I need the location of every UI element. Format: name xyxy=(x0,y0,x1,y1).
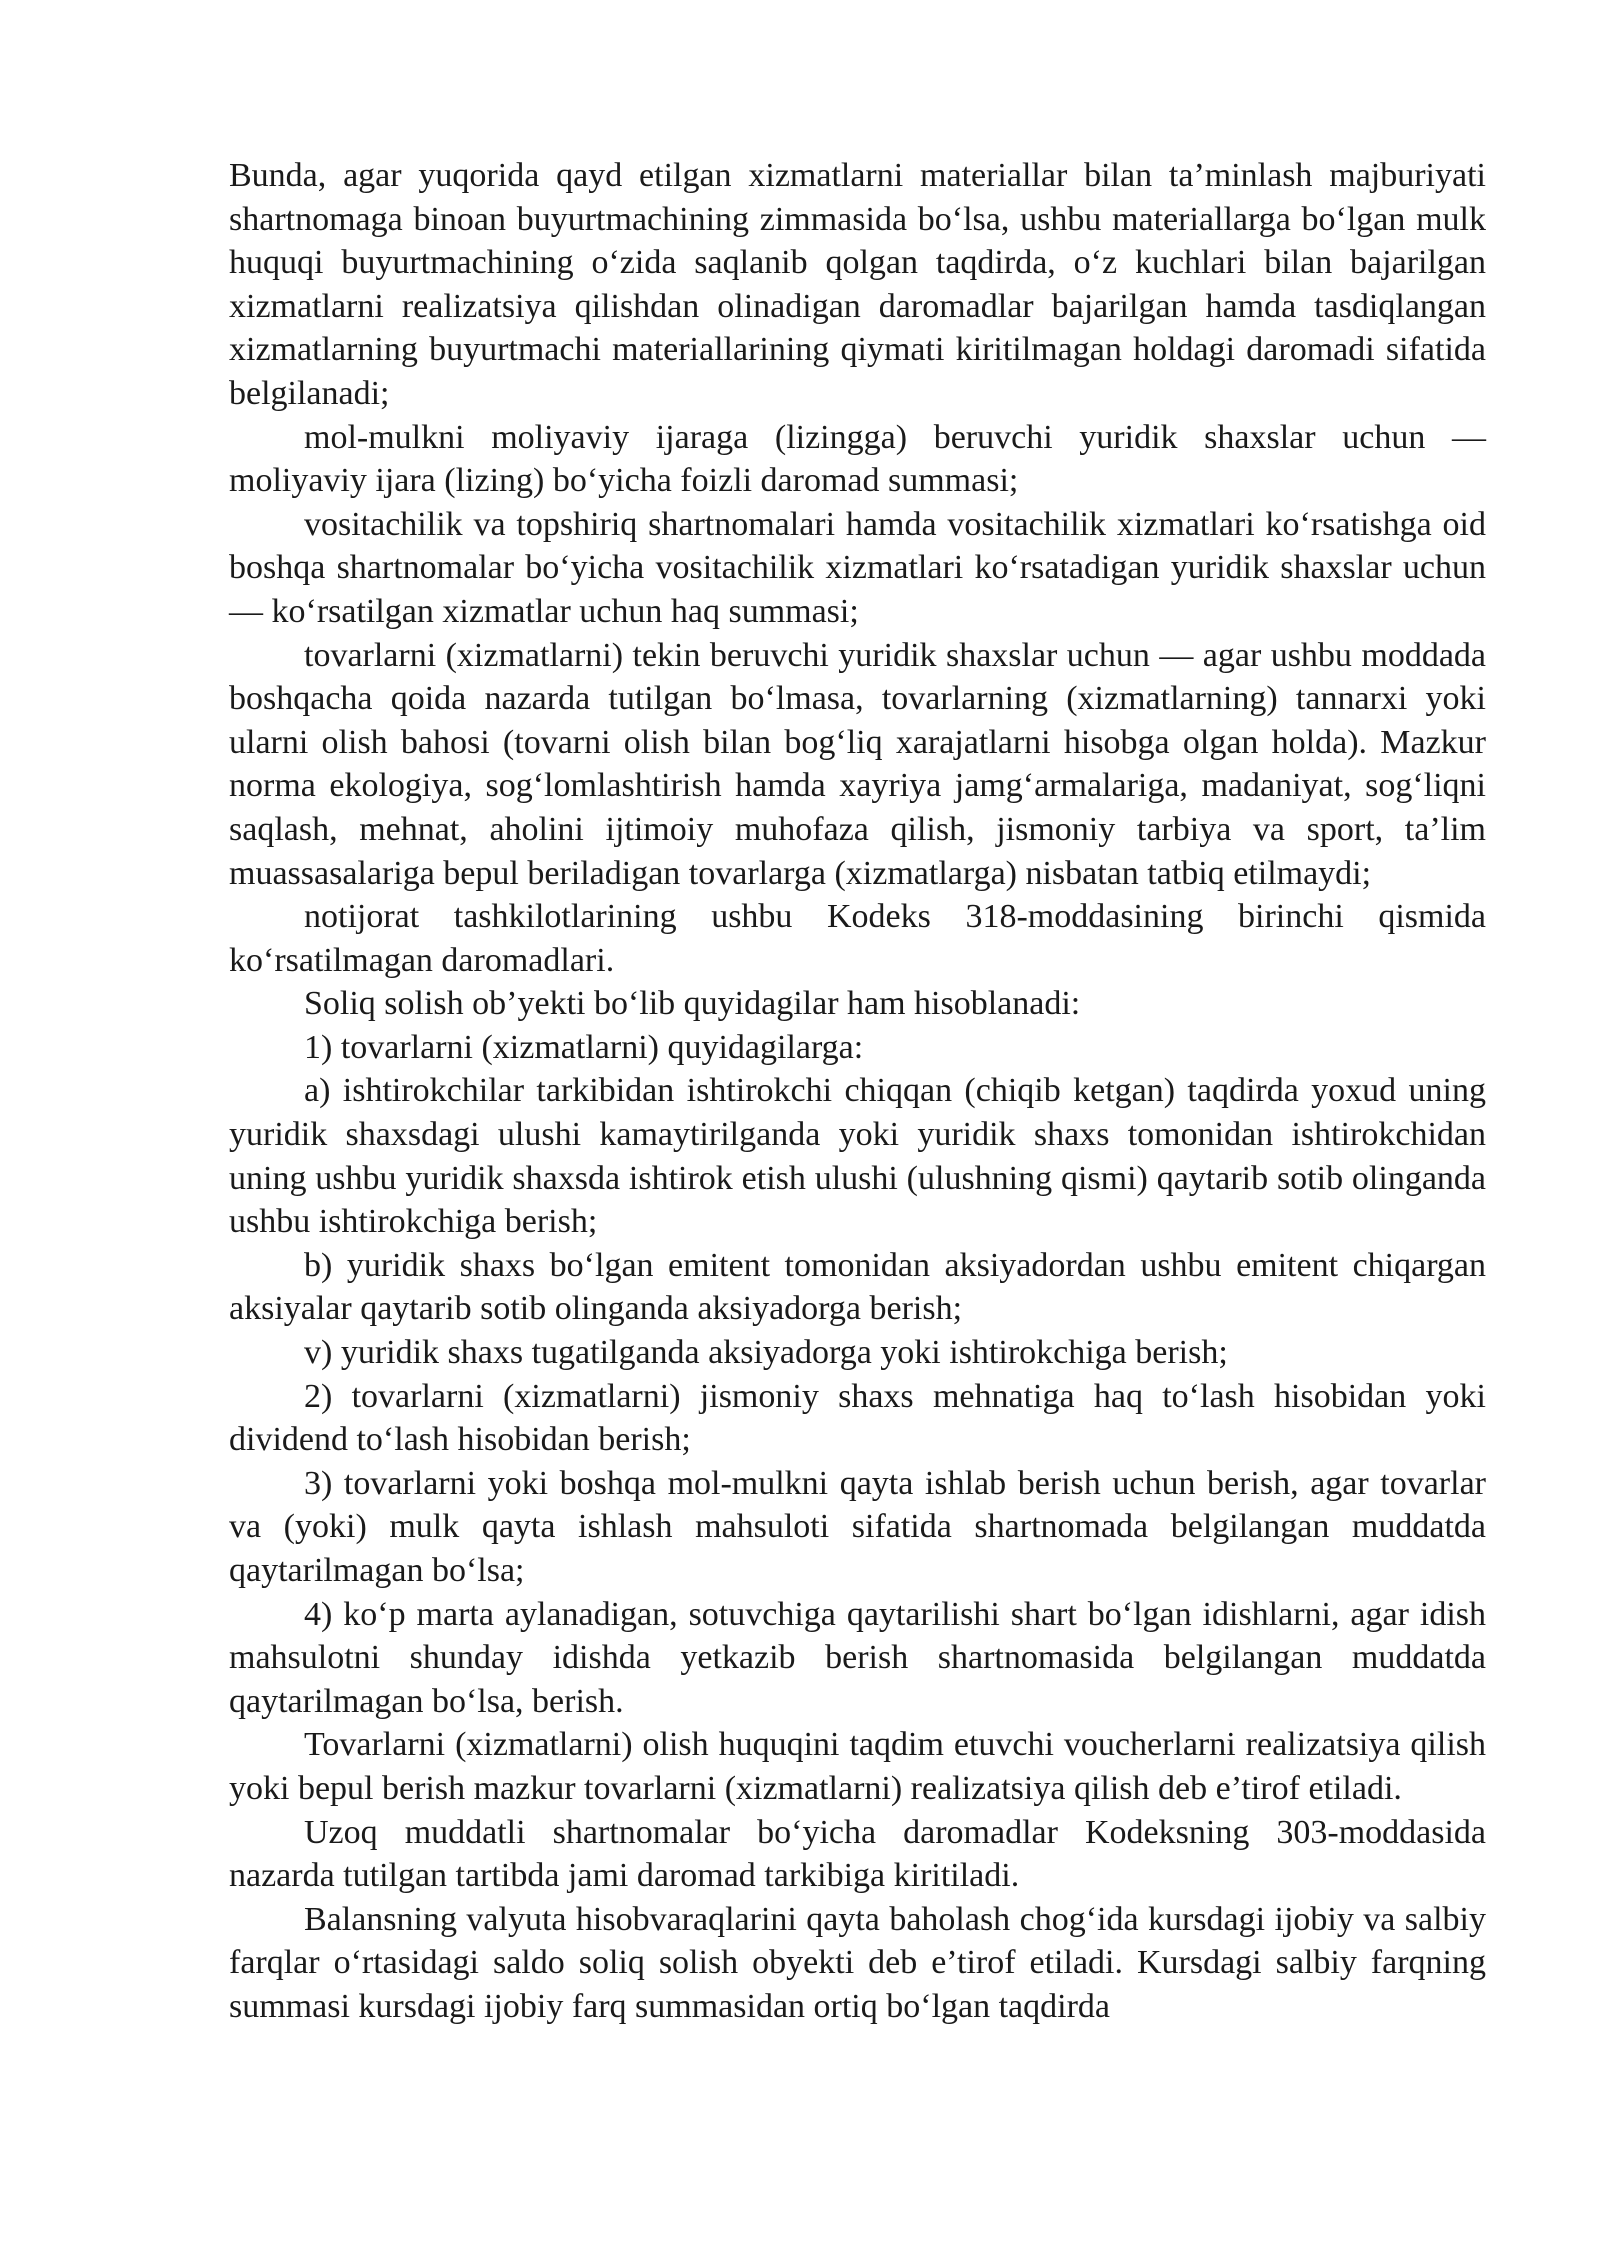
paragraph-currency-revaluation: Balansning valyuta hisobvaraqlarini qayta baholash chog‘ida kursdagi ijobiy va salbiy farqlar o‘rtasidagi saldo soliq solish obyekti deb e’tirof etiladi. Kursdagi salbiy farqning summasi kursdagi ijobiy farq summasidan ortiq bo‘lgan taqdirda xyxy=(229,1900,1486,2025)
paragraph-taxable-objects-intro: Soliq solish ob’yekti bo‘lib quyidagilar ham hisoblanadi: xyxy=(304,985,1081,1023)
paragraph-vouchers: Tovarlarni (xizmatlarni) olish huquqini taqdim etuvchi voucherlarni realizatsiya qilish yoki bepul berish mazkur tovarlarni (xizmatlarni) realizatsiya qilish deb e’tirof etiladi. xyxy=(229,1726,1486,1807)
list-item-3: 3) tovarlarni yoki boshqa mol-mulkni qayta ishlab berish uchun berish, agar tovarlar va (yoki) mulk qayta ishlash mahsuloti sifatida shartnomada belgilangan muddatda qaytarilmagan bo‘lsa; xyxy=(229,1464,1486,1589)
paragraph-non-commercial: notijorat tashkilotlarining ushbu Kodeks 318-moddasining birinchi qismida ko‘rsatilmagan daromadlari. xyxy=(229,898,1486,979)
list-item-1a: a) ishtirokchilar tarkibidan ishtirokchi chiqqan (chiqib ketgan) taqdirda yoxud uning yuridik shaxsdagi ulushi kamaytirilganda yoki yuridik shaxs tomonidan ishtirokchidan uning ushbu yuridik shaxsda ishtirok etish ulushi (ulushning qismi) qaytarib sotib olinganda ushbu ishtirokchiga berish; xyxy=(229,1072,1486,1241)
list-item-1: 1) tovarlarni (xizmatlarni) quyidagilarga: xyxy=(304,1028,864,1066)
list-item-2: 2) tovarlarni (xizmatlarni) jismoniy shaxs mehnatiga haq to‘lash hisobidan yoki dividend to‘lash hisobidan berish; xyxy=(229,1377,1486,1459)
list-item-1v: v) yuridik shaxs tugatilganda aksiyadorga yoki ishtirokchiga berish; xyxy=(304,1334,1228,1372)
list-item-1b: b) yuridik shaxs bo‘lgan emitent tomonidan aksiyadordan ushbu emitent chiqargan aksiyalar qaytarib sotib olinganda aksiyadorga berish; xyxy=(229,1246,1486,1328)
paragraph-leasing: mol-mulkni moliyaviy ijaraga (lizingga) beruvchi yuridik shaxslar uchun — moliyaviy ijara (lizing) bo‘yicha foizli daromad summasi; xyxy=(229,418,1486,500)
paragraph-free-transfer: tovarlarni (xizmatlarni) tekin beruvchi yuridik shaxslar uchun — agar ushbu moddada boshqacha qoida nazarda tutilgan bo‘lmasa, tovarlarning (xizmatlarning) tannarxi yoki ularni olish bahosi (tovarni olish bilan bog‘liq xarajatlarni hisobga olgan holda). Mazkur norma ekologiya, sog‘lomlashtirish hamda xayriya jamg‘armalariga, madaniyat, sog‘liqni saqlash, mehnat, aholini ijtimoiy muhofaza qilish, jismoniy tarbiya va sport, ta’lim muassasalariga bepul beriladigan tovarlarga (xizmatlarga) nisbatan tatbiq etilmaydi; xyxy=(229,636,1486,892)
paragraph-long-term-contracts: Uzoq muddatli shartnomalar bo‘yicha daromadlar Kodeksning 303-moddasida nazarda tutilgan tartibda jami daromad tarkibiga kiritiladi. xyxy=(229,1813,1486,1895)
document-page xyxy=(229,154,1486,2029)
list-item-4: 4) ko‘p marta aylanadigan, sotuvchiga qaytarilishi shart bo‘lgan idishlarni, agar idish mahsulotni shunday idishda yetkazib berish shartnomasida belgilangan muddatda qaytarilmagan bo‘lsa, berish. xyxy=(229,1595,1486,1720)
paragraph-materials-income: Bunda, agar yuqorida qayd etilgan xizmatlarni materiallar bilan ta’minlash majburiyati shartnomaga binoan buyurtmachining zimmasida bo‘lsa, ushbu materiallarga bo‘lgan mulk huquqi buyurtmachining o‘zida saqlanib qolgan taqdirda, o‘z kuchlari bilan bajarilgan xizmatlarni realizatsiya qilishdan olinadigan daromadlar bajarilgan hamda tasdiqlangan xizmatlarning buyurtmachi materiallarining qiymati kiritilmagan holdagi daromadi sifatida belgilanadi; xyxy=(229,157,1486,412)
paragraph-intermediary: vositachilik va topshiriq shartnomalari hamda vositachilik xizmatlari ko‘rsatishga oid boshqa shartnomalar bo‘yicha vositachilik xizmatlari ko‘rsatadigan yuridik shaxslar uchun — ko‘rsatilgan xizmatlar uchun haq summasi; xyxy=(229,505,1486,630)
